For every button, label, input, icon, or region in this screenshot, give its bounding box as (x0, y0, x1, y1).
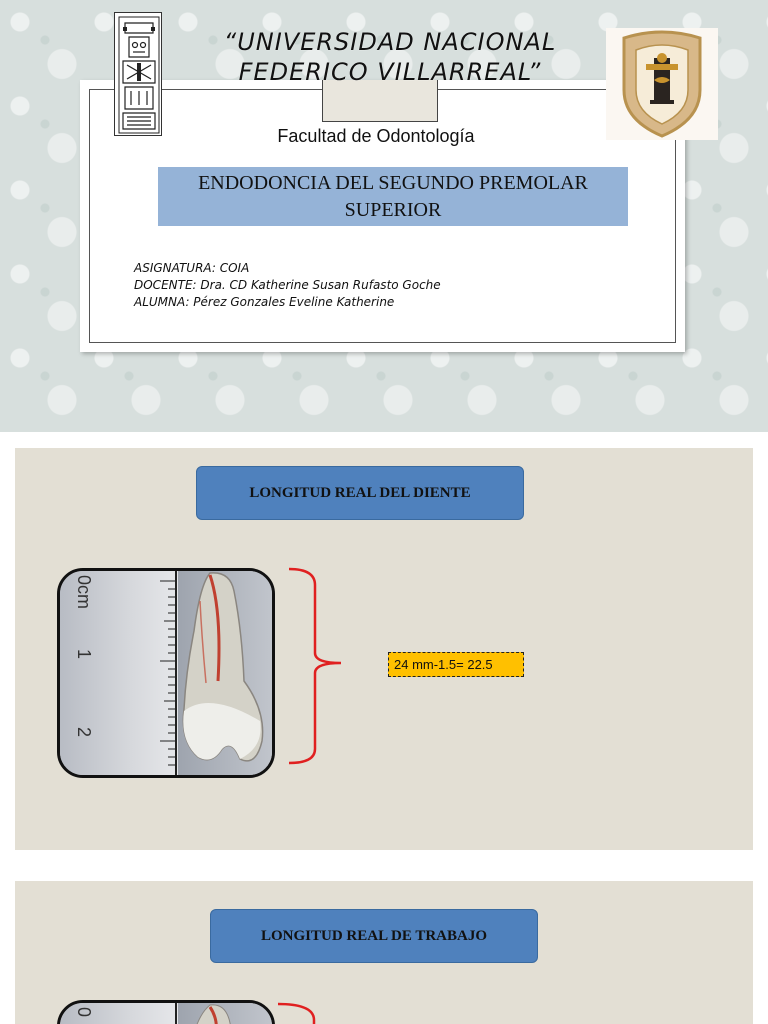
title-slide (0, 0, 768, 432)
brace-bracket (285, 565, 349, 769)
working-length-heading-text: LONGITUD REAL DE TRABAJO (260, 927, 488, 944)
ruler-label-1: 1 (74, 649, 94, 660)
university-totem-logo (114, 12, 162, 136)
ruler-label-2: 2 (74, 727, 94, 738)
length-calculation-text: 24 mm-1.5= 22.5 (394, 657, 493, 672)
length-calculation (388, 652, 524, 677)
tooth-length-heading (196, 466, 524, 520)
ruler-label-0: 0cm (74, 575, 94, 610)
teacher-line: DOCENTE: Dra. CD Katherine Susan Rufasto Goche (134, 278, 441, 292)
university-seal-logo (606, 28, 718, 140)
brace-bracket-2 (274, 1000, 324, 1024)
tooth-ruler-photo (57, 568, 275, 778)
decorative-tab (322, 80, 438, 122)
topic-banner (158, 167, 628, 226)
subject-line: ASIGNATURA: COIA (134, 261, 250, 275)
topic-title: ENDODONCIA DEL SEGUNDO PREMOLAR SUPERIOR (198, 171, 588, 221)
faculty-name: Facultad de Odontología (277, 126, 475, 146)
tooth-length-heading-text: LONGITUD REAL DEL DIENTE (249, 484, 471, 501)
university-title-line-2: FEDERICO VILLARREAL” (238, 58, 542, 86)
ruler-label-0: 0 (74, 1007, 94, 1018)
course-info (134, 260, 634, 311)
university-title-line-1: “UNIVERSIDAD NACIONAL (223, 28, 557, 56)
student-line: ALUMNA: Pérez Gonzales Eveline Katherine (134, 295, 395, 309)
working-length-heading (210, 909, 538, 963)
working-length-photo (57, 1000, 275, 1024)
